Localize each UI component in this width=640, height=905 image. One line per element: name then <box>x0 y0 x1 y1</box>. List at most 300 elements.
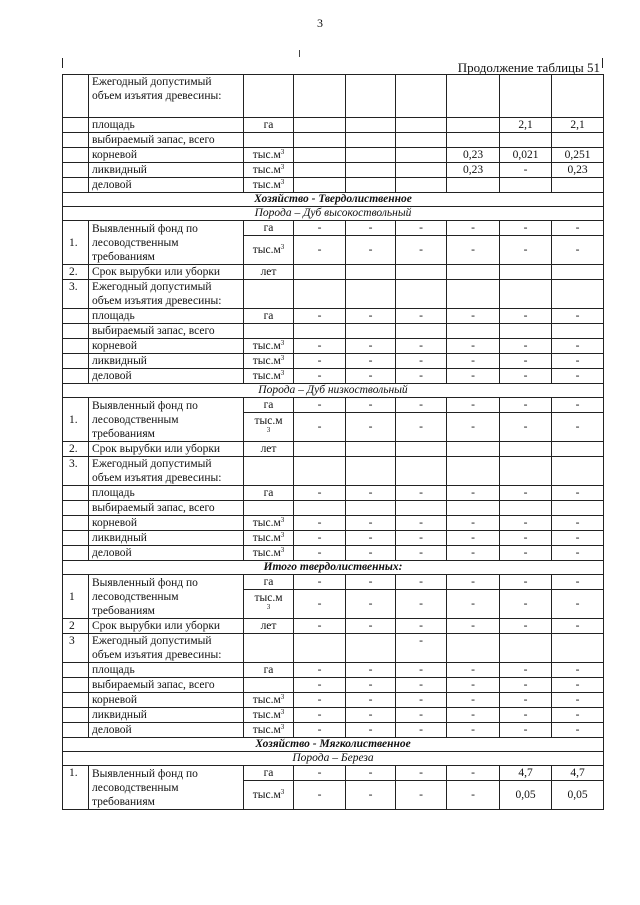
row-number: 3. <box>63 280 89 309</box>
value-cell <box>294 133 346 148</box>
section-header-row <box>63 738 604 752</box>
value-cell <box>500 133 552 148</box>
unit-ha: га <box>244 486 294 501</box>
table-row <box>63 265 604 280</box>
unit-ths: $тыс.м^3$ <box>244 723 294 738</box>
value-cell: - <box>346 575 396 590</box>
value-cell: - <box>447 663 500 678</box>
row-number: 1. <box>63 766 89 810</box>
value-cell: - <box>346 236 396 265</box>
value-cell <box>346 163 396 178</box>
unit-ths: $тыс.м^3$ <box>244 781 294 810</box>
table-row <box>63 133 604 148</box>
label-liquid: ликвидный <box>89 708 244 723</box>
unit-ths: $тыс.м^3$ <box>244 339 294 354</box>
value-cell: 0,23 <box>552 163 604 178</box>
value-cell: - <box>552 546 604 561</box>
value-cell <box>552 178 604 193</box>
value-cell: - <box>294 663 346 678</box>
value-cell: - <box>346 531 396 546</box>
value-cell: - <box>447 398 500 413</box>
value-cell <box>396 324 447 339</box>
value-cell: - <box>447 723 500 738</box>
value-cell: - <box>346 619 396 634</box>
value-cell <box>500 75 552 118</box>
row-number: 3. <box>63 457 89 486</box>
value-cell <box>294 118 346 133</box>
table-row <box>63 516 604 531</box>
value-cell: - <box>294 398 346 413</box>
value-cell: - <box>447 486 500 501</box>
value-cell <box>294 324 346 339</box>
label-area: площадь <box>89 486 244 501</box>
unit-cell <box>244 678 294 693</box>
value-cell: - <box>294 781 346 810</box>
table-row <box>63 324 604 339</box>
value-cell <box>396 178 447 193</box>
value-cell: - <box>552 221 604 236</box>
value-cell <box>500 324 552 339</box>
breed-oak-low-heading: Порода – Дуб низкоствольный <box>63 384 604 398</box>
value-cell <box>447 442 500 457</box>
value-cell: - <box>346 590 396 619</box>
section-hard-heading: Хозяйство - Твердолиственное <box>63 193 604 207</box>
value-cell: - <box>447 590 500 619</box>
value-cell <box>294 163 346 178</box>
value-cell <box>447 133 500 148</box>
unit-years: лет <box>244 619 294 634</box>
value-cell: - <box>346 486 396 501</box>
value-cell <box>346 457 396 486</box>
value-cell: - <box>500 236 552 265</box>
unit-ths: $тыс.м^3$ <box>244 531 294 546</box>
section-header-row <box>63 384 604 398</box>
value-cell: - <box>294 413 346 442</box>
value-cell: - <box>500 354 552 369</box>
label-business: деловой <box>89 723 244 738</box>
label-stock: выбираемый запас, всего <box>89 678 244 693</box>
value-cell <box>294 457 346 486</box>
value-cell: - <box>500 663 552 678</box>
row-number: 2 <box>63 619 89 634</box>
unit-ths: $тыс.м^3$ <box>244 516 294 531</box>
label-business: деловой <box>89 546 244 561</box>
value-cell: - <box>500 575 552 590</box>
table-row <box>63 309 604 324</box>
value-cell <box>346 324 396 339</box>
value-cell <box>396 280 447 309</box>
value-cell <box>500 178 552 193</box>
unit-ths: $тыс.м^3$ <box>244 354 294 369</box>
value-cell: - <box>447 221 500 236</box>
value-cell: - <box>396 619 447 634</box>
value-cell: - <box>500 723 552 738</box>
value-cell <box>346 133 396 148</box>
value-cell: 2,1 <box>552 118 604 133</box>
value-cell <box>396 163 447 178</box>
label-liquid: ликвидный <box>89 163 244 178</box>
value-cell: - <box>552 693 604 708</box>
label-area: площадь <box>89 309 244 324</box>
value-cell: - <box>346 516 396 531</box>
label-fund: Выявленный фонд по лесоводственным требованиям <box>89 766 244 810</box>
value-cell <box>396 75 447 118</box>
table-row <box>63 634 604 663</box>
table-row <box>63 118 604 133</box>
value-cell: - <box>294 354 346 369</box>
value-cell <box>396 133 447 148</box>
value-cell: - <box>294 486 346 501</box>
num-cell <box>63 693 89 708</box>
value-cell <box>346 148 396 163</box>
unit-ha: га <box>244 309 294 324</box>
value-cell: - <box>500 546 552 561</box>
table-continuation-caption: Продолжение таблицы 51 <box>457 60 600 75</box>
value-cell: - <box>447 693 500 708</box>
value-cell: 0,251 <box>552 148 604 163</box>
value-cell <box>447 75 500 118</box>
value-cell: - <box>396 236 447 265</box>
unit-ths: $тыс.м^3$ <box>244 163 294 178</box>
value-cell: - <box>396 781 447 810</box>
value-cell: 0,021 <box>500 148 552 163</box>
value-cell <box>396 148 447 163</box>
num-cell <box>63 75 89 118</box>
num-cell <box>63 178 89 193</box>
value-cell <box>294 634 346 663</box>
value-cell: - <box>552 354 604 369</box>
section-header-row <box>63 752 604 766</box>
num-cell <box>63 663 89 678</box>
value-cell <box>447 501 500 516</box>
table-row <box>63 708 604 723</box>
value-cell: - <box>396 678 447 693</box>
value-cell: - <box>294 619 346 634</box>
row-number: 1. <box>63 221 89 265</box>
value-cell <box>500 280 552 309</box>
num-cell <box>63 708 89 723</box>
table-row <box>63 178 604 193</box>
value-cell <box>447 178 500 193</box>
label-business: деловой <box>89 369 244 384</box>
value-cell: - <box>500 398 552 413</box>
value-cell: - <box>396 723 447 738</box>
value-cell: - <box>447 309 500 324</box>
value-cell <box>552 457 604 486</box>
section-soft-heading: Хозяйство - Мягколиственное <box>63 738 604 752</box>
value-cell: - <box>396 309 447 324</box>
value-cell <box>294 265 346 280</box>
num-cell <box>63 148 89 163</box>
label-term: Срок вырубки или уборки <box>89 265 244 280</box>
hard-total-heading: Итого твердолиственных: <box>63 561 604 575</box>
value-cell: - <box>294 575 346 590</box>
table-row <box>63 693 604 708</box>
unit-ths: $тыс.м^3$ <box>244 148 294 163</box>
label-term: Срок вырубки или уборки <box>89 442 244 457</box>
unit-ths: тыс.м $^3$ <box>244 590 294 619</box>
value-cell: - <box>346 354 396 369</box>
value-cell <box>346 178 396 193</box>
value-cell <box>346 442 396 457</box>
value-cell <box>447 118 500 133</box>
value-cell: - <box>552 663 604 678</box>
value-cell: - <box>500 339 552 354</box>
value-cell <box>396 442 447 457</box>
value-cell: - <box>552 678 604 693</box>
table-row <box>63 221 604 236</box>
value-cell: - <box>396 590 447 619</box>
table-row <box>63 619 604 634</box>
value-cell <box>447 634 500 663</box>
value-cell: - <box>396 708 447 723</box>
row-number: 3 <box>63 634 89 663</box>
label-liquid: ликвидный <box>89 531 244 546</box>
value-cell: - <box>500 163 552 178</box>
row-number: 1. <box>63 398 89 442</box>
value-cell: - <box>552 531 604 546</box>
value-cell: - <box>552 309 604 324</box>
value-cell <box>346 634 396 663</box>
value-cell: 0,23 <box>447 163 500 178</box>
value-cell: - <box>294 708 346 723</box>
value-cell: - <box>552 575 604 590</box>
row-number: 1 <box>63 575 89 619</box>
breed-oak-high-heading: Порода – Дуб высокоствольный <box>63 207 604 221</box>
value-cell: - <box>447 413 500 442</box>
num-cell <box>63 546 89 561</box>
value-cell: - <box>294 546 346 561</box>
value-cell: - <box>447 516 500 531</box>
table-row <box>63 678 604 693</box>
value-cell: - <box>346 413 396 442</box>
table-row <box>63 398 604 413</box>
label-annual: Ежегодный допустимый объем изъятия древесины: <box>89 280 244 309</box>
value-cell: - <box>346 221 396 236</box>
unit-cell <box>244 501 294 516</box>
table-row <box>63 75 604 118</box>
value-cell <box>294 148 346 163</box>
value-cell: - <box>396 413 447 442</box>
value-cell: - <box>396 634 447 663</box>
value-cell: - <box>294 766 346 781</box>
unit-ths: $тыс.м^3$ <box>244 369 294 384</box>
table-row <box>63 501 604 516</box>
value-cell <box>552 265 604 280</box>
value-cell: - <box>396 531 447 546</box>
label-area: площадь <box>89 118 244 133</box>
crop-mark <box>299 50 300 57</box>
table-row <box>63 546 604 561</box>
table-row <box>63 280 604 309</box>
table-row <box>63 575 604 590</box>
value-cell: - <box>346 678 396 693</box>
label-liquid: ликвидный <box>89 354 244 369</box>
value-cell: - <box>346 369 396 384</box>
num-cell <box>63 531 89 546</box>
num-cell <box>63 324 89 339</box>
num-cell <box>63 369 89 384</box>
table-row <box>63 442 604 457</box>
unit-ha: га <box>244 766 294 781</box>
value-cell: - <box>294 516 346 531</box>
value-cell <box>500 501 552 516</box>
unit-ha: га <box>244 575 294 590</box>
table-row <box>63 663 604 678</box>
value-cell: 0,05 <box>500 781 552 810</box>
unit-ths: $тыс.м^3$ <box>244 693 294 708</box>
label-stock: выбираемый запас, всего <box>89 133 244 148</box>
value-cell: - <box>447 339 500 354</box>
value-cell: - <box>447 708 500 723</box>
value-cell <box>294 442 346 457</box>
unit-ha: га <box>244 221 294 236</box>
value-cell <box>500 634 552 663</box>
value-cell: - <box>552 236 604 265</box>
value-cell: - <box>447 546 500 561</box>
value-cell <box>346 501 396 516</box>
unit-ths: $тыс.м^3$ <box>244 178 294 193</box>
value-cell: - <box>500 619 552 634</box>
value-cell <box>500 265 552 280</box>
value-cell: - <box>294 723 346 738</box>
value-cell: 4,7 <box>500 766 552 781</box>
table-row <box>63 369 604 384</box>
num-cell <box>63 516 89 531</box>
value-cell: - <box>552 413 604 442</box>
value-cell: 4,7 <box>552 766 604 781</box>
label-root: корневой <box>89 148 244 163</box>
value-cell <box>447 457 500 486</box>
value-cell <box>346 118 396 133</box>
value-cell: - <box>500 708 552 723</box>
table-row <box>63 339 604 354</box>
value-cell: - <box>552 708 604 723</box>
value-cell: - <box>396 516 447 531</box>
table-row <box>63 531 604 546</box>
value-cell: - <box>396 221 447 236</box>
value-cell: - <box>500 413 552 442</box>
unit-ths: $тыс.м^3$ <box>244 546 294 561</box>
unit-cell <box>244 457 294 486</box>
value-cell: - <box>447 678 500 693</box>
value-cell: - <box>447 354 500 369</box>
value-cell <box>552 75 604 118</box>
page-number: 3 <box>317 16 323 30</box>
value-cell: - <box>552 723 604 738</box>
num-cell <box>63 309 89 324</box>
value-cell: - <box>500 516 552 531</box>
value-cell <box>396 501 447 516</box>
value-cell: - <box>294 590 346 619</box>
value-cell: - <box>552 619 604 634</box>
num-cell <box>63 678 89 693</box>
label-root: корневой <box>89 693 244 708</box>
value-cell: - <box>294 531 346 546</box>
value-cell: - <box>346 708 396 723</box>
num-cell <box>63 133 89 148</box>
value-cell <box>346 75 396 118</box>
value-cell: - <box>552 590 604 619</box>
value-cell <box>552 442 604 457</box>
value-cell: - <box>500 531 552 546</box>
unit-years: лет <box>244 442 294 457</box>
label-stock: выбираемый запас, всего <box>89 324 244 339</box>
value-cell: - <box>346 766 396 781</box>
value-cell: - <box>500 590 552 619</box>
table-row <box>63 766 604 781</box>
label-business: деловой <box>89 178 244 193</box>
value-cell: - <box>500 678 552 693</box>
label-annual: Ежегодный допустимый объем изъятия древесины: <box>89 457 244 486</box>
table-row <box>63 723 604 738</box>
value-cell <box>552 324 604 339</box>
value-cell: - <box>396 354 447 369</box>
value-cell: - <box>447 575 500 590</box>
label-fund: Выявленный фонд по лесоводственным требованиям <box>89 221 244 265</box>
row-number: 2. <box>63 265 89 280</box>
value-cell <box>396 118 447 133</box>
value-cell <box>447 265 500 280</box>
unit-cell <box>244 324 294 339</box>
value-cell: - <box>552 339 604 354</box>
table-row <box>63 457 604 486</box>
unit-ha: га <box>244 398 294 413</box>
label-root: корневой <box>89 516 244 531</box>
unit-cell <box>244 634 294 663</box>
value-cell: - <box>500 309 552 324</box>
unit-ths: $тыс.м^3$ <box>244 236 294 265</box>
num-cell <box>63 163 89 178</box>
unit-cell <box>244 75 294 118</box>
unit-ha: га <box>244 663 294 678</box>
value-cell: - <box>346 723 396 738</box>
value-cell <box>294 501 346 516</box>
value-cell <box>552 280 604 309</box>
value-cell <box>447 280 500 309</box>
value-cell: - <box>552 398 604 413</box>
value-cell: - <box>447 531 500 546</box>
value-cell: - <box>396 486 447 501</box>
label-root: корневой <box>89 339 244 354</box>
value-cell: - <box>396 766 447 781</box>
value-cell: - <box>346 546 396 561</box>
value-cell <box>447 324 500 339</box>
value-cell: - <box>294 693 346 708</box>
num-cell <box>63 486 89 501</box>
num-cell <box>63 339 89 354</box>
table-row <box>63 486 604 501</box>
num-cell <box>63 501 89 516</box>
section-header-row <box>63 561 604 575</box>
value-cell <box>500 442 552 457</box>
value-cell <box>552 501 604 516</box>
unit-cell <box>244 133 294 148</box>
num-cell <box>63 723 89 738</box>
value-cell: - <box>552 516 604 531</box>
value-cell <box>396 457 447 486</box>
section-header-row <box>63 207 604 221</box>
value-cell <box>346 280 396 309</box>
value-cell: - <box>346 693 396 708</box>
value-cell: - <box>346 398 396 413</box>
table-row <box>63 163 604 178</box>
num-cell <box>63 118 89 133</box>
unit-cell <box>244 280 294 309</box>
table-row <box>63 354 604 369</box>
label-term: Срок вырубки или уборки <box>89 619 244 634</box>
table-body <box>63 75 604 810</box>
